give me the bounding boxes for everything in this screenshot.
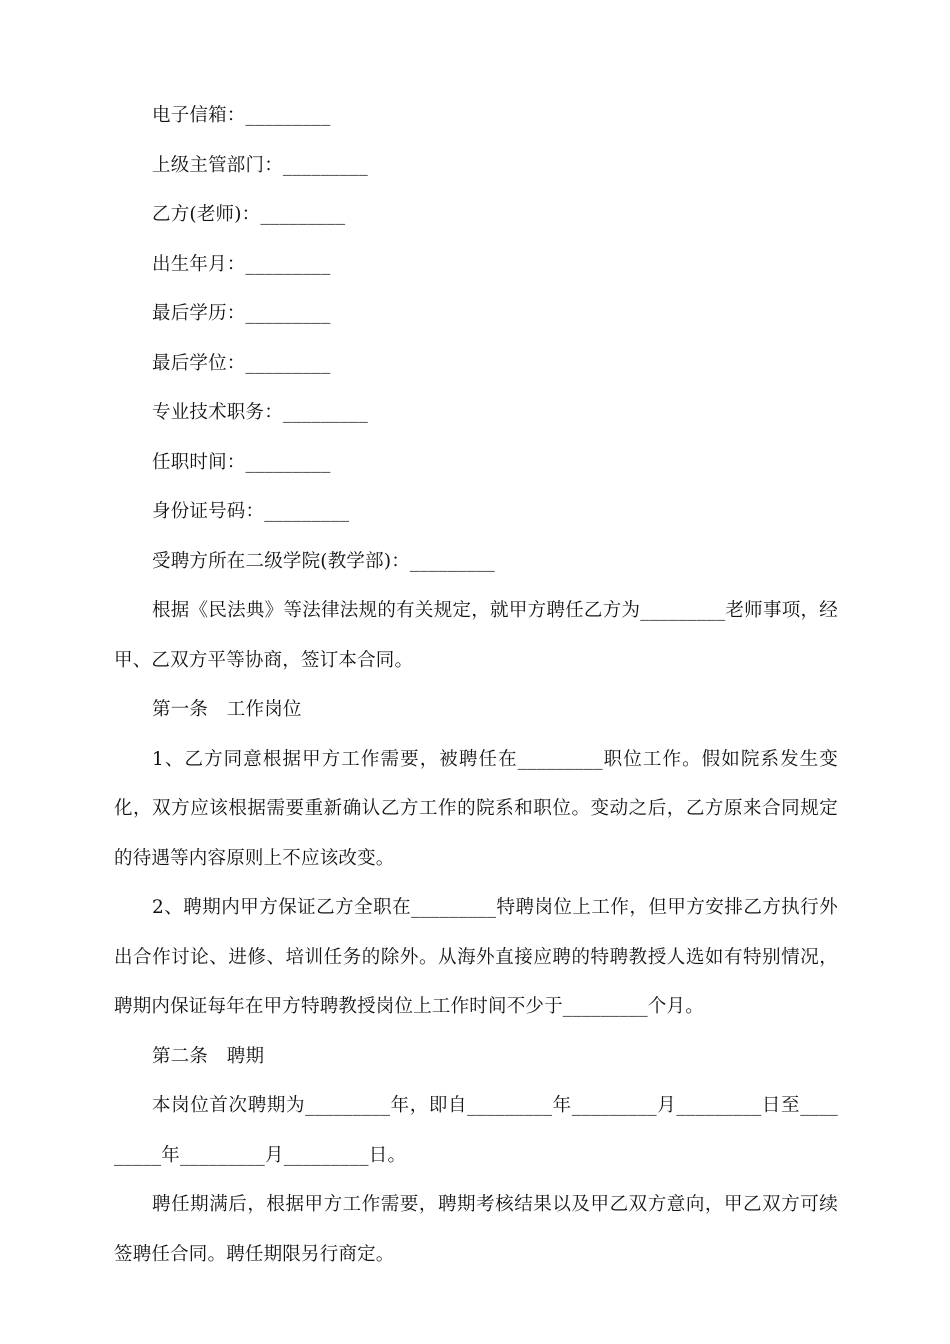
id-number-line: 身份证号码：_________ (152, 501, 350, 522)
article-one-heading: 第一条 工作岗位 (152, 699, 302, 720)
highest-degree-line: 最后学位：_________ (152, 352, 331, 374)
supervising-department-line: 上级主管部门：_________ (152, 154, 368, 176)
contract-body (114, 91, 838, 1279)
professional-title-line: 专业技术职务：_________ (152, 402, 368, 423)
party-b-teacher-line: 乙方(老师)：_________ (152, 204, 346, 225)
highest-education-line: 最后学历：_________ (152, 303, 331, 324)
email-field-line: 电子信箱：_________ (152, 105, 331, 126)
article-one-clause-2: 2、聘期内甲方保证乙方全职在_________特聘岗位上工作，但甲方安排乙方执行外出合作讨论、进修、培训任务的除外。从海外直接应聘的特聘教授人选如有特别情况，聘期内保证每年在甲方特聘教授岗位上工作时间不少于_________个月。 (114, 897, 838, 1017)
article-two-heading: 第二条 聘期 (152, 1045, 265, 1067)
article-two-renewal-clause: 聘任期满后，根据甲方工作需要，聘期考核结果以及甲乙双方意向，甲乙双方可续签聘任合同。聘任期限另行商定。 (114, 1194, 838, 1265)
secondary-college-line: 受聘方所在二级学院(教学部)：_________ (152, 550, 495, 572)
article-one-clause-1: 1、乙方同意根据甲方工作需要，被聘任在_________职位工作。假如院系发生变化，双方应该根据需要重新确认乙方工作的院系和职位。变动之后，乙方原来合同规定的待遇等内容原则上不应该改变。 (114, 748, 838, 869)
birth-date-line: 出生年月：_________ (152, 253, 331, 275)
tenure-time-line: 任职时间：_________ (152, 451, 331, 473)
article-two-term-clause: 本岗位首次聘期为_________年，即自_________年_________月_________日至_________年_________月_________日。 (114, 1095, 838, 1166)
contract-preamble: 根据《民法典》等法律法规的有关规定，就甲方聘任乙方为_________老师事项，经甲、乙双方平等协商，签订本合同。 (114, 600, 838, 671)
